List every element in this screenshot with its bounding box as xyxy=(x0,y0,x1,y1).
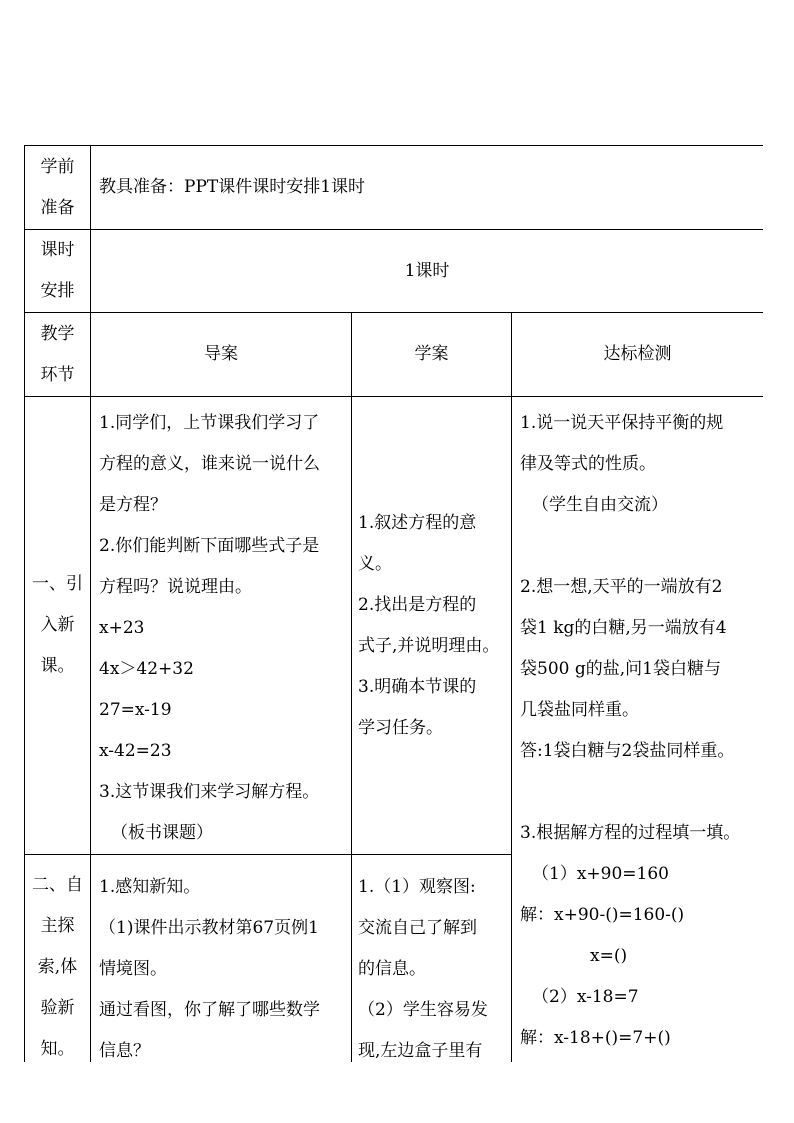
lesson-plan-table xyxy=(24,145,763,1062)
stage1-study: 1.叙述方程的意 义。 2.找出是方程的 式子,并说明理由。 3.明确本节课的 学习任务。 xyxy=(352,397,512,855)
header-study: 学案 xyxy=(352,313,512,397)
header-check: 达标检测 xyxy=(512,313,764,397)
label-stage: 教学 环节 xyxy=(25,313,91,397)
label-stage2: 二、自 主探 索,体 验新 知。 xyxy=(25,855,91,1063)
label-stage1: 一、引 入新 课。 xyxy=(25,397,91,855)
label-hours: 课时 安排 xyxy=(25,230,91,313)
check-column: 1.说一说天平保持平衡的规 律及等式的性质。 （学生自由交流） 2.想一想,天平的一端放有2 袋1 kg的白糖,另一端放有4 袋500 g的盐,问1袋白糖与 几袋盐同样重。 答:1袋白糖与2袋盐同样重。 3.根据解方程的过程填一填。 （1）x+90=160 解：x+90-()=160-() x=() （2）x-18=7 解：x-18+()=7+() xyxy=(512,397,764,1063)
prep-content: 教具准备：PPT课件课时安排1课时 xyxy=(91,146,764,230)
header-guide: 导案 xyxy=(91,313,352,397)
row-prep xyxy=(25,146,764,230)
row-stage1 xyxy=(25,397,764,855)
row-header xyxy=(25,313,764,397)
label-prep: 学前 准备 xyxy=(25,146,91,230)
stage2-guide: 1.感知新知。 （1)课件出示教材第67页例1 情境图。 通过看图，你了解了哪些数学 信息？ xyxy=(91,855,352,1063)
stage1-guide: 1.同学们，上节课我们学习了 方程的意义，谁来说一说什么 是方程？ 2.你们能判断下面哪些式子是 方程吗？说说理由。 x+23 4x＞42+32 27=x-19 x-42=23 3.这节课我们来学习解方程。 （板书课题） xyxy=(91,397,352,855)
stage2-study: 1.（1）观察图: 交流自己了解到 的信息。 （2）学生容易发 现,左边盒子里有 xyxy=(352,855,512,1063)
hours-content: 1课时 xyxy=(91,230,764,313)
row-hours xyxy=(25,230,764,313)
